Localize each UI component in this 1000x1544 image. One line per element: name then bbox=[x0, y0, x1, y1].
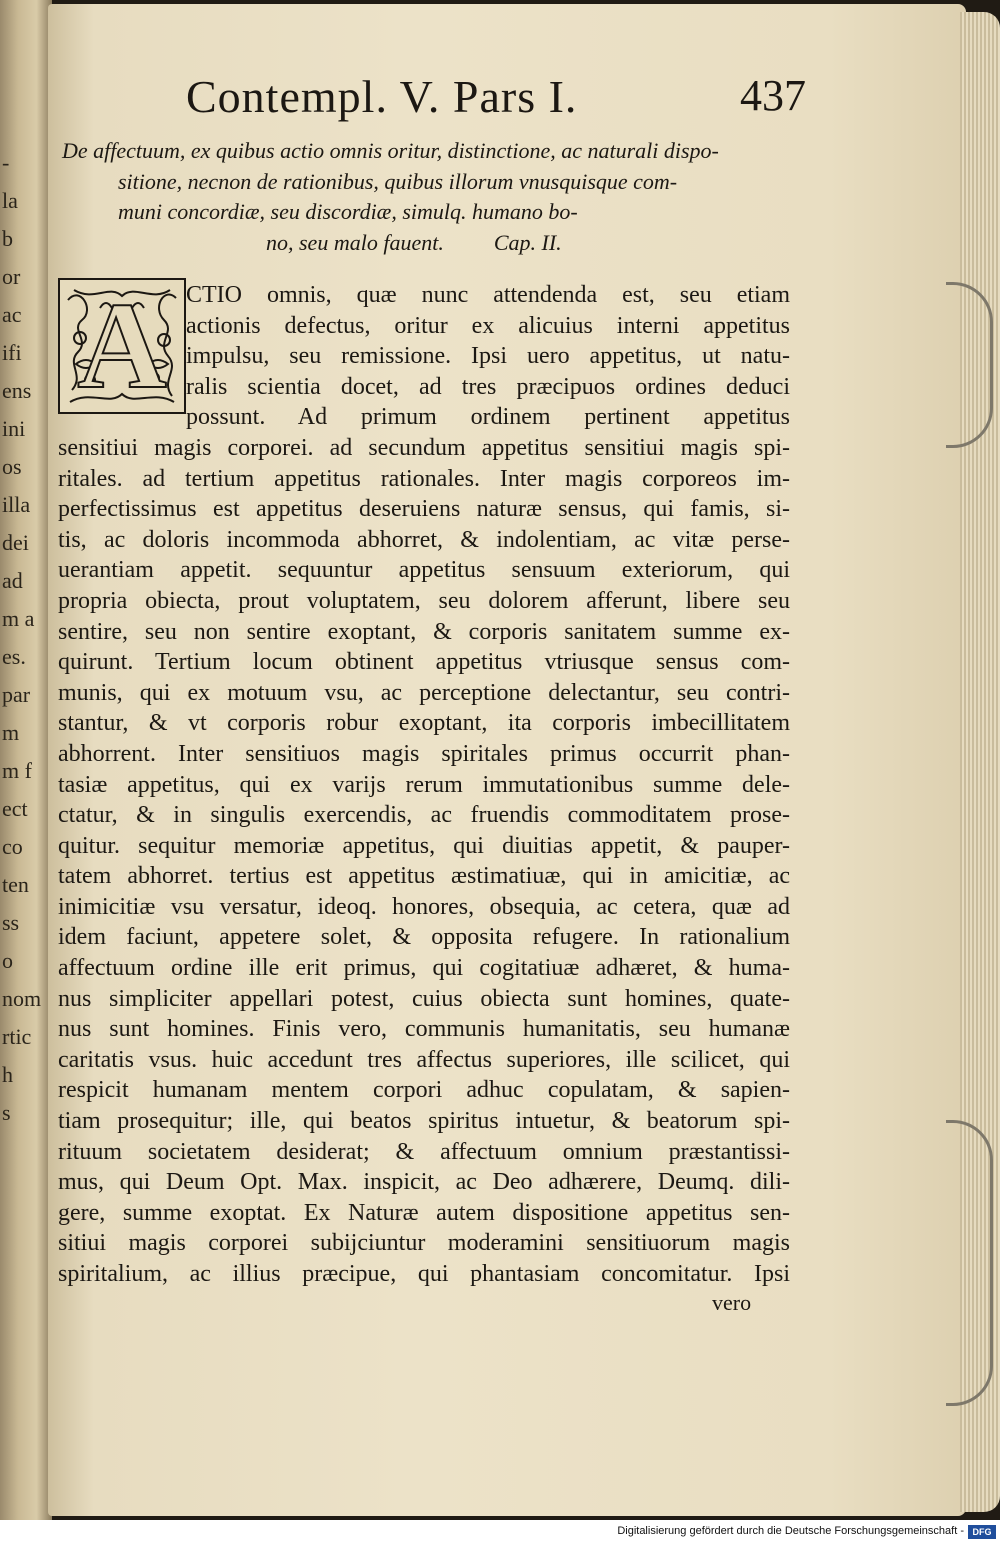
body-line: stantur, & vt corporis robur exoptant, ita corporis imbecillitatem bbox=[58, 710, 790, 737]
left-page-fragment: illa bbox=[2, 492, 31, 517]
left-page-fragment: par bbox=[2, 682, 31, 707]
left-page-fragment: ss bbox=[2, 910, 20, 935]
left-page-fragment: la bbox=[2, 188, 18, 213]
body-line: propria obiecta, prout voluptatem, seu dolorem afferunt, libere seu bbox=[58, 587, 790, 614]
binding-clip-upper bbox=[946, 282, 993, 448]
left-page-fragment: o bbox=[2, 948, 13, 973]
body-line: tiam prosequitur; ille, qui beatos spiritus intuetur, & beatorum spi- bbox=[58, 1108, 790, 1135]
body-line: spiritalium, ac illius præcipue, qui phantasiam concomitatur. Ipsi bbox=[58, 1261, 790, 1287]
body-line: sensitiui magis corporei. ad secundum appetitus sensitiui magis spi- bbox=[58, 434, 790, 461]
left-page-fragment: dei bbox=[2, 530, 29, 555]
catchword: vero bbox=[712, 1290, 752, 1315]
body-line: quitur. sequitur memoriæ appetitus, qui diuitias appetit, & pauper- bbox=[58, 832, 790, 859]
left-page-fragment: or bbox=[2, 264, 21, 289]
page-number: 437 bbox=[740, 71, 806, 120]
body-line: sitiui magis corporei subijciuntur moderamini sensitiuorum magis bbox=[58, 1230, 790, 1257]
binding-clip-lower bbox=[946, 1120, 993, 1406]
left-page-fragment: ifi bbox=[2, 340, 22, 365]
body-line: tis, ac doloris incommoda abhorret, & indolentiam, ac vitæ perse- bbox=[58, 526, 790, 553]
footer-bar bbox=[0, 1520, 1000, 1544]
body-line: sentire, seu non sentire exoptant, & corporis sanitatem summe ex- bbox=[58, 618, 790, 645]
chapter-heading bbox=[62, 136, 812, 258]
heading-line: no, seu malo fauent. bbox=[266, 229, 444, 255]
heading-line-last bbox=[62, 228, 812, 259]
heading-line: De affectuum, ex quibus actio omnis oritur, distinctione, ac naturali dispo- bbox=[62, 138, 719, 163]
running-head bbox=[186, 70, 806, 130]
body-line: ralis scientia docet, ad tres præcipuos ordines deduci bbox=[186, 373, 790, 400]
body-line: quirunt. Tertium locum obtinent appetitus vtriusque sensus com- bbox=[58, 649, 790, 676]
left-page-fragment: b bbox=[2, 226, 13, 251]
body-line: ritales. ad tertium appetitus rationales. Inter magis corporeos im- bbox=[58, 465, 790, 492]
left-page-fragment: os bbox=[2, 454, 22, 479]
chapter-label: Cap. II. bbox=[493, 229, 562, 255]
dfg-logo: DFG bbox=[968, 1525, 996, 1539]
body-line: ctatur, & in singulis exercendis, ac fruendis commoditatem prose- bbox=[58, 802, 790, 829]
left-page-fragment: rtic bbox=[2, 1024, 32, 1049]
left-page-fragment: m a bbox=[2, 606, 35, 631]
body-line: caritatis vsus. huic accedunt tres affectus superiores, ille scilicet, qui bbox=[58, 1046, 790, 1073]
body-line: affectuum ordine ille erit primus, qui cogitatiuæ adhæret, & huma- bbox=[58, 955, 790, 982]
body-line: mus, qui Deum Opt. Max. inspicit, ac Deo adhærere, Deumq. dili- bbox=[58, 1169, 790, 1196]
left-page-fragment: m bbox=[2, 720, 20, 745]
body-line: nus sunt homines. Finis vero, communis humanitatis, seu humanæ bbox=[58, 1016, 790, 1043]
body-line: idem faciunt, appetere solet, & opposita refugere. In rationalium bbox=[58, 924, 790, 951]
left-page-fragment: h bbox=[2, 1062, 13, 1087]
body-line: possunt. Ad primum ordinem pertinent appetitus bbox=[186, 404, 790, 431]
previous-page-edge bbox=[0, 0, 52, 1520]
body-line: munis, qui ex motuum vsu, ac perceptione delectantur, seu contri- bbox=[58, 679, 790, 706]
body-line: nus simpliciter appellari potest, cuius obiecta sunt homines, quate- bbox=[58, 985, 790, 1012]
left-page-fragment: es. bbox=[2, 644, 26, 669]
left-page-fragment: ac bbox=[2, 302, 22, 327]
body-line: uerantiam appetit. sequuntur appetitus sensuum exteriorum, qui bbox=[58, 557, 790, 584]
left-page-fragment: m f bbox=[2, 758, 32, 783]
body-line: impulsu, seu remissione. Ipsi uero appetitus, ut natu- bbox=[186, 343, 790, 370]
body-line: gere, summe exoptat. Ex Naturæ autem dispositione appetitus sen- bbox=[58, 1199, 790, 1226]
funding-credit: Digitalisierung gefördert durch die Deutsche Forschungsgemeinschaft - bbox=[617, 1525, 964, 1537]
left-page-fragment: ens bbox=[2, 378, 32, 403]
heading-line: muni concordiæ, seu discordiæ, simulq. humano bo- bbox=[118, 199, 578, 224]
body-line: rituum societatem desiderat; & affectuum omnium præstantissi- bbox=[58, 1138, 790, 1165]
left-page-fragment: nom bbox=[2, 986, 42, 1011]
body-line: abhorrent. Inter sensitiuos magis spiritales primus occurrit phan- bbox=[58, 740, 790, 767]
running-head-title: Contempl. V. Pars I. bbox=[186, 71, 578, 122]
body-text bbox=[58, 277, 790, 1290]
left-page-fragment: co bbox=[2, 834, 23, 859]
body-line: tasiæ appetitus, qui ex varijs rerum immutationibus summe dele- bbox=[58, 771, 790, 798]
body-line: actionis defectus, oritur ex alicuius interni appetitus bbox=[186, 312, 790, 339]
left-page-fragment: ten bbox=[2, 872, 29, 897]
body-line: CTIO omnis, quæ nunc attendenda est, seu etiam bbox=[186, 282, 790, 308]
body-line: tatem abhorret. tertius est appetitus æstimatiuæ, qui in amicitiæ, ac bbox=[58, 863, 790, 890]
body-line: perfectissimus est appetitus deseruiens naturæ sensus, qui famis, si- bbox=[58, 496, 790, 523]
heading-line: sitione, necnon de rationibus, quibus illorum vnusquisque com- bbox=[118, 168, 678, 194]
left-page-fragment: - bbox=[2, 150, 10, 175]
body-line: respicit humanam mentem corpori adhuc copulatam, & sapien- bbox=[58, 1077, 790, 1104]
body-line: inimicitiæ vsu versatur, ideoq. honores, obsequia, ac cetera, quæ ad bbox=[58, 893, 790, 920]
left-page-fragment: s bbox=[2, 1100, 11, 1125]
initial-letter: A bbox=[77, 277, 167, 414]
left-page-fragment: ad bbox=[2, 568, 23, 593]
left-page-fragment: ect bbox=[2, 796, 28, 821]
left-page-fragment: ini bbox=[2, 416, 26, 441]
